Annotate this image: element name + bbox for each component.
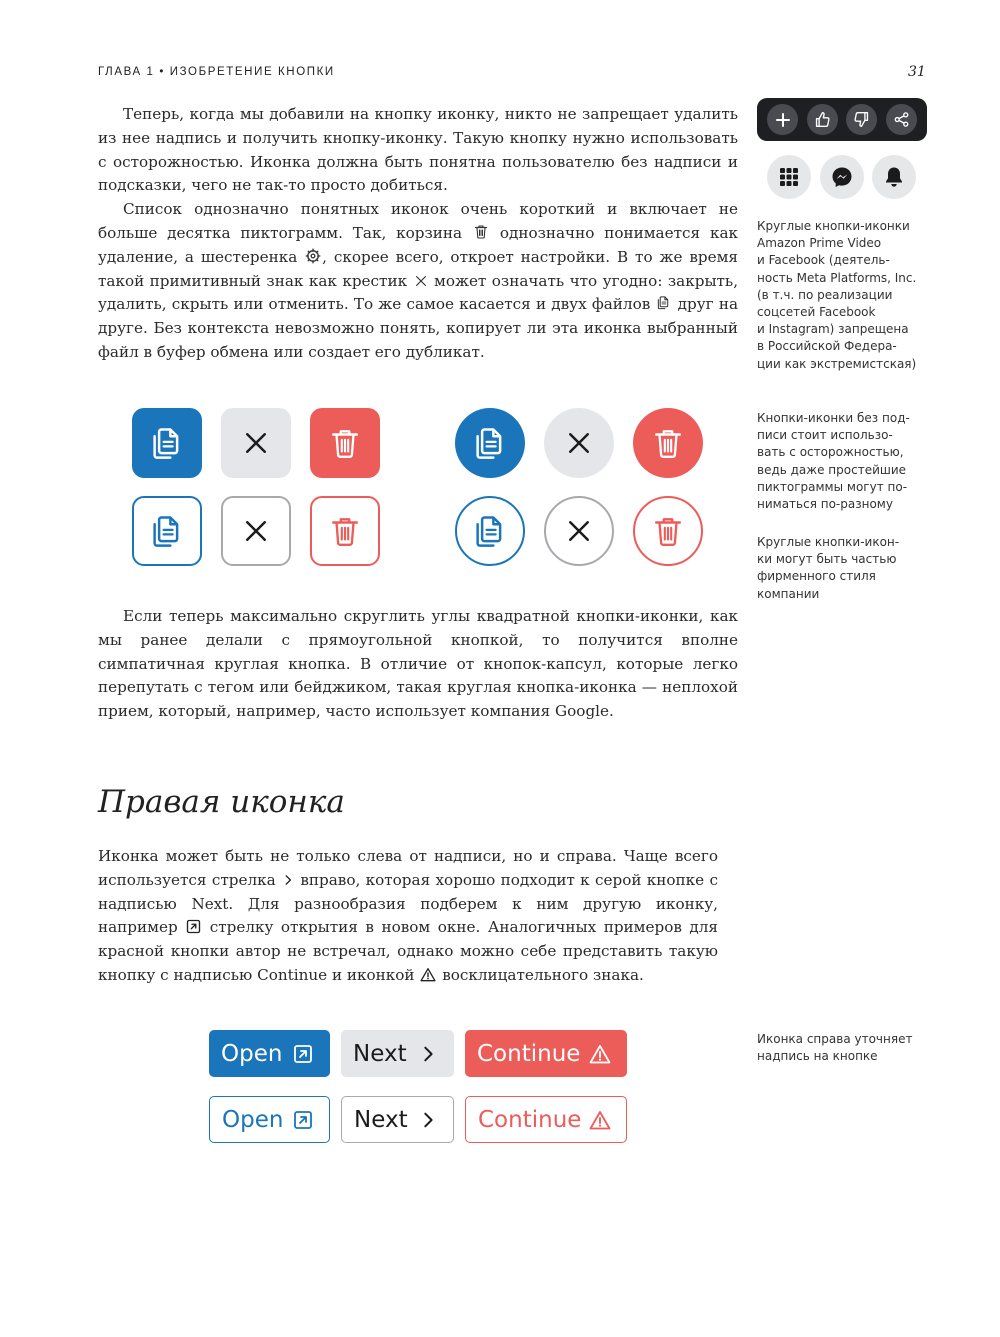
close-icon [242, 517, 270, 545]
copy-button-round-filled[interactable] [455, 408, 525, 478]
sidenote-2: Кнопки-иконки без под- писи стоит использо- вать с осторожностью, ведь даже простейшие пиктограммы могут по- ниматься по-разному [757, 411, 910, 512]
delete-button-round-outline[interactable] [633, 496, 703, 566]
open-button-outline[interactable] [209, 1096, 330, 1143]
paragraph-4-part-a: Иконка может быть не только слева от надписи, но и справа. Чаще всего используется стрелка [98, 847, 718, 889]
share-icon [893, 111, 910, 128]
copy-icon [472, 425, 508, 461]
close-icon [565, 429, 593, 457]
paragraph-4-part-c: стрелку открытия в новом окне. Аналогичных примеров для красной кнопки автор не встречал, однако можно себе представить такую кнопку с надписью Continue и иконкой [98, 918, 718, 984]
paragraph-2-part-c: , скорее всего, откроет настройки. В то же время такой примитивный знак как крестик [98, 247, 738, 290]
trash-icon [651, 426, 685, 460]
continue-button-label: Continue [477, 1040, 581, 1067]
continue-button-filled[interactable] [465, 1030, 627, 1077]
open-button-filled[interactable] [209, 1030, 330, 1077]
warning-icon [589, 1044, 611, 1064]
delete-button-round-filled[interactable] [633, 408, 703, 478]
bell-icon [884, 166, 904, 188]
paragraph-2-part-e: друг на друге. Без контекста невозможно понять, копирует ли эта иконка выбранный файл в буфер обмена или создает его дубликат. [98, 295, 739, 361]
messenger-icon [831, 166, 853, 188]
external-link-icon [293, 1110, 313, 1130]
next-button-outline[interactable] [341, 1096, 454, 1143]
continue-button-outline[interactable] [465, 1096, 627, 1143]
page-number: 31 [908, 64, 926, 80]
gear-icon [305, 248, 321, 264]
paragraph-2 [98, 198, 738, 365]
continue-button-label: Continue [478, 1106, 582, 1133]
close-icon [242, 429, 270, 457]
section-heading: Правая иконка [98, 784, 345, 820]
trash-icon [328, 514, 362, 548]
body-block-1 [98, 103, 738, 365]
external-link-icon [293, 1044, 313, 1064]
warning-icon [420, 967, 436, 982]
thumbs-down-icon [853, 111, 870, 128]
paragraph-2-part-d: может означать что угодно: закрыть, удалить, скрыть или отменить. То же самое касается и двух файлов [98, 271, 739, 314]
sidenote-3: Круглые кнопки-икон- ки могут быть частью фирменного стиля компании [757, 535, 900, 601]
chevron-right-icon [419, 1044, 437, 1064]
copy-icon [472, 513, 508, 549]
external-link-icon [186, 919, 201, 934]
copy-icon [149, 513, 185, 549]
paragraph-3: Если теперь максимально скруглить углы квадратной кнопки-иконки, как мы ранее делали с прямоугольной кнопкой, то получится вполне симпатичная круглая кнопка. В отличие от кнопок-капсул, которые легко перепутать с тегом или бейджиком, такая круглая кнопка-иконка — неплохой прием, который, например, часто использует компания Google. [98, 607, 738, 721]
open-button-label: Open [222, 1106, 284, 1133]
apps-grid-button[interactable] [767, 155, 811, 199]
copy-button-round-outline[interactable] [455, 496, 525, 566]
paragraph-2-part-a: Список однозначно понятных иконок очень короткий и включает не больше десятка пиктограмм. Так, корзина [98, 200, 738, 242]
sidenote-1: Круглые кнопки-иконки Amazon Prime Video и Facebook (деятель- ность Meta Platforms, Inc. (в т.ч. по реализации соцсетей Facebook и Instagram) запрещена в Российской Федера- ции как экстремистская) [757, 219, 917, 371]
dark-icon-toolbar [757, 98, 927, 141]
close-button-square-filled[interactable] [221, 408, 291, 478]
paragraph-4-part-b: вправо, которая хорошо подходит к серой кнопке с надписью Next. Для разнообразия подберем к ним другую иконку, например [98, 870, 718, 937]
body-block-3 [98, 845, 718, 988]
next-button-filled[interactable] [341, 1030, 454, 1077]
warning-icon [589, 1110, 611, 1130]
paragraph-4 [98, 845, 718, 988]
notifications-button[interactable] [872, 155, 916, 199]
share-button[interactable] [886, 104, 917, 135]
chevron-right-icon [419, 1110, 437, 1130]
sidenote-4: Иконка справа уточняет надпись на кнопке [757, 1032, 913, 1064]
copy-button-square-outline[interactable] [132, 496, 202, 566]
thumbs-up-icon [814, 111, 831, 128]
trash-icon [328, 426, 362, 460]
next-button-label: Next [353, 1040, 407, 1067]
grid-icon [779, 167, 799, 187]
next-button-label: Next [354, 1106, 408, 1133]
plus-button[interactable] [767, 104, 798, 135]
dislike-button[interactable] [846, 104, 877, 135]
paragraph-4-part-d: восклицательного знака. [442, 965, 644, 984]
paragraph-1: Теперь, когда мы добавили на кнопку иконку, никто не запрещает удалить из нее надпись и получить кнопку-иконку. Такую кнопку нужно использовать с осторожностью. Иконка должна быть понятна пользователю без надписи и подсказки, чего не так-то просто добиться. [98, 105, 738, 195]
plus-icon [775, 112, 791, 128]
delete-button-square-outline[interactable] [310, 496, 380, 566]
trash-icon [651, 514, 685, 548]
copy-button-square-filled[interactable] [132, 408, 202, 478]
close-button-round-outline[interactable] [544, 496, 614, 566]
close-icon [565, 517, 593, 545]
open-button-label: Open [221, 1040, 283, 1067]
body-block-2 [98, 605, 738, 724]
like-button[interactable] [807, 104, 838, 135]
close-button-square-outline[interactable] [221, 496, 291, 566]
copy-icon [149, 425, 185, 461]
chapter-header: ГЛАВА 1 • ИЗОБРЕТЕНИЕ КНОПКИ [98, 66, 335, 78]
chevron-right-icon [282, 873, 294, 887]
messenger-button[interactable] [820, 155, 864, 199]
trash-icon [473, 223, 489, 240]
close-icon [414, 274, 428, 288]
close-button-round-filled[interactable] [544, 408, 614, 478]
delete-button-square-filled[interactable] [310, 408, 380, 478]
paragraph-2-part-b: однозначно понимается как удаление, а шестеренка [98, 223, 738, 266]
copy-icon [656, 294, 671, 311]
